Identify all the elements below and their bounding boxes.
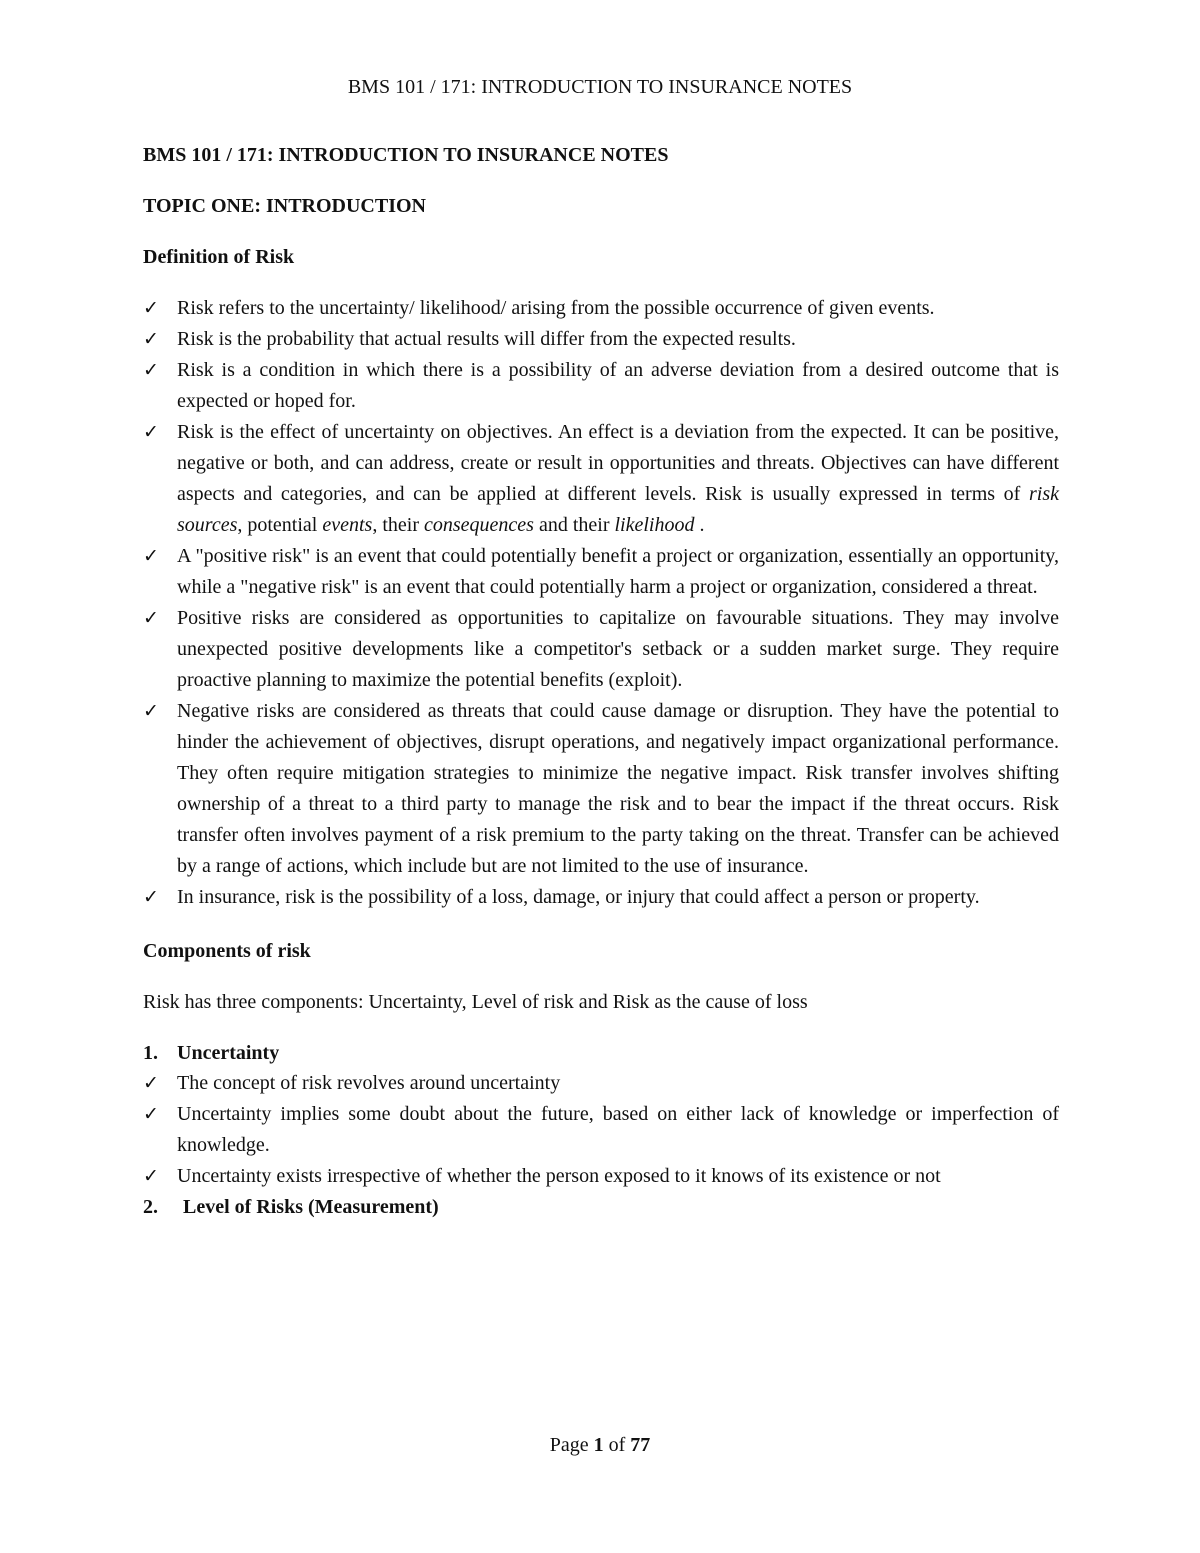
page-total: 77 xyxy=(630,1434,651,1456)
emphasis-consequences: consequences xyxy=(424,514,534,536)
list-item xyxy=(143,696,1059,882)
section-title: Uncertainty xyxy=(177,1042,280,1064)
section-number: 2. xyxy=(143,1196,158,1218)
page-footer xyxy=(0,1432,1200,1458)
text-run: , their xyxy=(372,514,424,536)
list-item-text: Risk refers to the uncertainty/ likelihood/ arising from the possible occurrence of given events. xyxy=(177,297,935,319)
list-item-text: A "positive risk" is an event that could potentially benefit a project or organization, essentially an opportunity, while a "negative risk" is an event that could potentially harm a project or organization, considered a threat. xyxy=(177,545,1059,598)
list-item xyxy=(143,603,1059,696)
list-item xyxy=(143,541,1059,603)
components-intro: Risk has three components: Uncertainty, Level of risk and Risk as the cause of loss xyxy=(143,991,808,1013)
checkmark-icon: ✓ xyxy=(143,546,159,567)
emphasis-events: events xyxy=(322,514,373,536)
list-item-text: The concept of risk revolves around uncertainty xyxy=(177,1072,561,1094)
document-title: BMS 101 / 171: INTRODUCTION TO INSURANCE NOTES xyxy=(143,144,669,166)
definition-heading: Definition of Risk xyxy=(143,246,295,268)
document-body xyxy=(143,140,1059,1222)
checkmark-icon: ✓ xyxy=(143,1104,159,1125)
list-item-text: Uncertainty implies some doubt about the future, based on either lack of knowledge or imperfection of knowledge. xyxy=(177,1103,1059,1156)
components-heading: Components of risk xyxy=(143,940,311,962)
text-run: . xyxy=(694,514,705,536)
checkmark-icon: ✓ xyxy=(143,298,159,319)
checkmark-icon: ✓ xyxy=(143,1073,159,1094)
list-item-text: In insurance, risk is the possibility of a loss, damage, or injury that could affect a person or property. xyxy=(177,886,980,908)
section-title: Level of Risks (Measurement) xyxy=(183,1196,439,1218)
list-item-text: Positive risks are considered as opportunities to capitalize on favourable situations. They may involve unexpected positive developments like a competitor's setback or a sudden market surge. They require proactive planning to maximize the potential benefits (exploit). xyxy=(177,607,1059,691)
list-item-text: Uncertainty exists irrespective of whether the person exposed to it knows of its existence or not xyxy=(177,1165,941,1187)
list-item-text xyxy=(177,421,1059,536)
checkmark-icon: ✓ xyxy=(143,360,159,381)
list-item xyxy=(143,293,1059,324)
checkmark-icon: ✓ xyxy=(143,1166,159,1187)
checkmark-icon: ✓ xyxy=(143,608,159,629)
checkmark-icon: ✓ xyxy=(143,887,159,908)
section-number: 1. xyxy=(143,1042,158,1064)
list-item xyxy=(143,882,1059,913)
checkmark-icon: ✓ xyxy=(143,329,159,350)
list-item xyxy=(143,324,1059,355)
of-word: of xyxy=(608,1434,626,1456)
text-run: , potential xyxy=(237,514,323,536)
checkmark-icon: ✓ xyxy=(143,422,159,443)
list-item-text: Negative risks are considered as threats that could cause damage or disruption. They have the potential to hinder the achievement of objectives, disrupt operations, and negatively impact organizational performance. They often require mitigation strategies to minimize the negative impact. Risk transfer involves shifting ownership of a threat to a third party to manage the risk and to bear the impact if the threat occurs. Risk transfer often involves payment of a risk premium to the party taking on the threat. Transfer can be achieved by a range of actions, which include but are not limited to the use of insurance. xyxy=(177,700,1059,877)
list-item xyxy=(143,1161,1059,1192)
topic-heading: TOPIC ONE: INTRODUCTION xyxy=(143,195,426,217)
definition-list xyxy=(143,293,1059,913)
section-heading-level-of-risks xyxy=(143,1192,1059,1222)
list-item xyxy=(143,355,1059,417)
page-word: Page xyxy=(549,1434,589,1456)
text-run: and their xyxy=(533,514,615,536)
page-number: 1 xyxy=(593,1434,604,1456)
list-item-text: Risk is a condition in which there is a possibility of an adverse deviation from a desired outcome that is expected or hoped for. xyxy=(177,359,1059,412)
list-item xyxy=(143,1099,1059,1161)
list-item-text: Risk is the probability that actual results will differ from the expected results. xyxy=(177,328,796,350)
emphasis-likelihood: likelihood xyxy=(614,514,695,536)
list-item xyxy=(143,417,1059,541)
list-item xyxy=(143,1068,1059,1099)
uncertainty-list xyxy=(143,1068,1059,1192)
checkmark-icon: ✓ xyxy=(143,701,159,722)
section-heading-uncertainty xyxy=(143,1038,1059,1068)
running-header: BMS 101 / 171: INTRODUCTION TO INSURANCE NOTES xyxy=(347,76,853,98)
emphasis-risk-sources: risk sources xyxy=(177,483,1059,536)
text-run: Risk is the effect of uncertainty on objectives. An effect is a deviation from the expected. It can be positive, negative or both, and can address, create or result in opportunities and threats. Objectives can have different aspects and categories, and can be applied at different levels. Risk is usually expressed in terms of xyxy=(177,421,1059,505)
